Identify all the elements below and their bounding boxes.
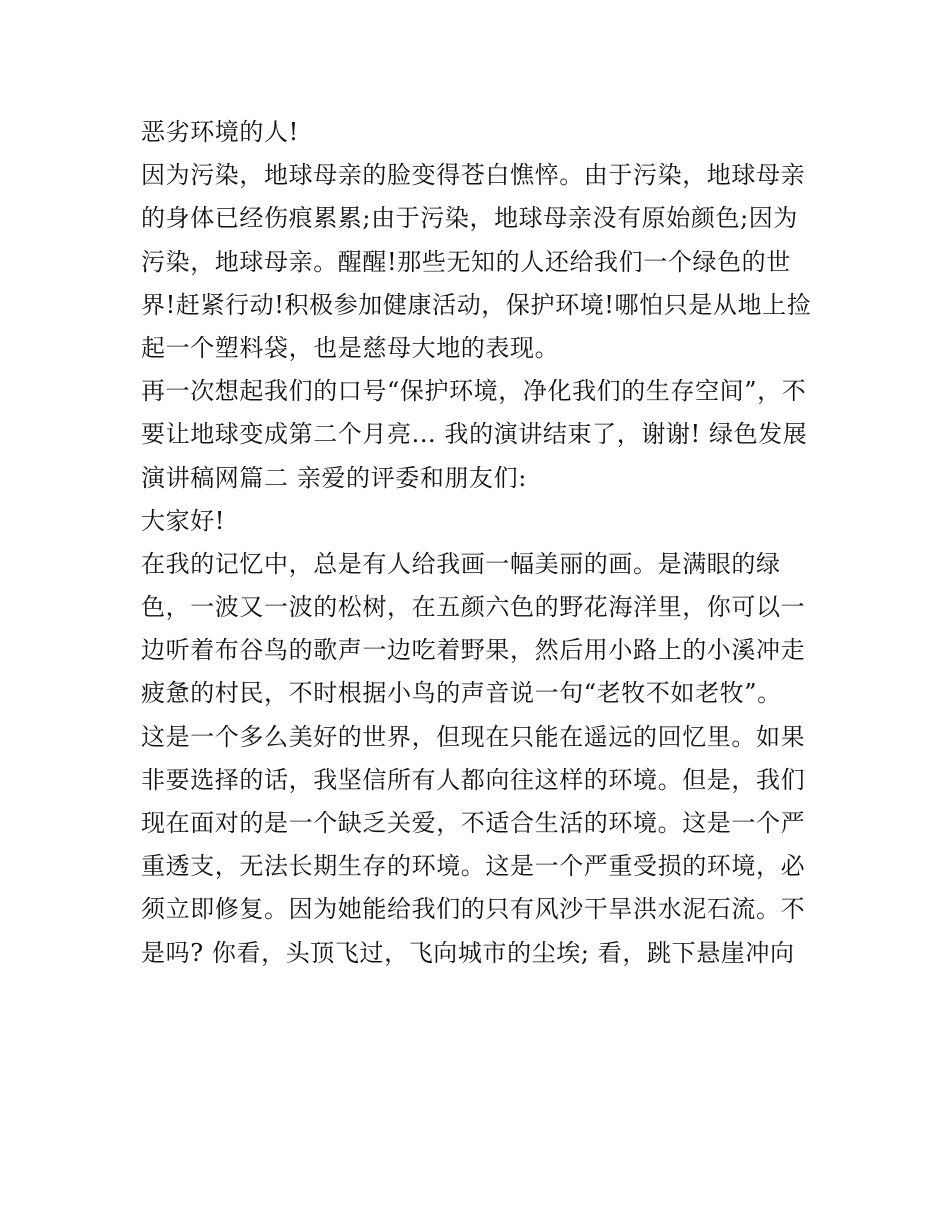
text-line: 重透支，无法长期生存的环境。这是一个严重受损的环境，必 bbox=[141, 852, 806, 881]
text-line: 演讲稿网篇二 亲爱的评委和朋友们: bbox=[141, 463, 527, 492]
text-line: 非要选择的话，我坚信所有人都向往这样的环境。但是，我们 bbox=[141, 765, 806, 794]
text-line: 是吗? 你看，头顶飞过，飞向城市的尘埃; 看，跳下悬崖冲向 bbox=[141, 938, 795, 967]
text-line: 再一次想起我们的口号“保护环境，净化我们的生存空间”，不 bbox=[141, 377, 807, 406]
text-line: 在我的记忆中，总是有人给我画一幅美丽的画。是满眼的绿 bbox=[141, 549, 781, 578]
text-line: 须立即修复。因为她能给我们的只有风沙干旱洪水泥石流。不 bbox=[141, 895, 806, 924]
text-line: 边听着布谷鸟的歌声一边吃着野果，然后用小路上的小溪冲走 bbox=[141, 636, 806, 665]
text-line: 的身体已经伤痕累累;由于污染，地球母亲没有原始颜色;因为 bbox=[141, 204, 798, 233]
text-line: 恶劣环境的人! bbox=[141, 118, 299, 146]
body-text bbox=[141, 111, 821, 975]
text-line: 疲惫的村民，不时根据小鸟的声音说一句“老牧不如老牧”。 bbox=[141, 679, 782, 708]
text-line: 起一个塑料袋，也是慈母大地的表现。 bbox=[141, 333, 560, 362]
text-line: 这是一个多么美好的世界，但现在只能在遥远的回忆里。如果 bbox=[141, 722, 806, 751]
text-line: 大家好! bbox=[141, 506, 226, 535]
text-line: 现在面对的是一个缺乏关爱，不适合生活的环境。这是一个严 bbox=[141, 809, 806, 837]
text-line: 要让地球变成第二个月亮... 我的演讲结束了，谢谢! 绿色发展 bbox=[141, 420, 808, 449]
text-line: 色，一波又一波的松树，在五颜六色的野花海洋里，你可以一 bbox=[141, 593, 806, 622]
text-line: 因为污染，地球母亲的脸变得苍白憔悴。由于污染，地球母亲 bbox=[141, 161, 806, 190]
text-line: 污染，地球母亲。醒醒!那些无知的人还给我们一个绿色的世 bbox=[141, 247, 791, 276]
text-line: 界!赶紧行动!积极参加健康活动，保护环境!哪怕只是从地上捡 bbox=[141, 290, 812, 319]
